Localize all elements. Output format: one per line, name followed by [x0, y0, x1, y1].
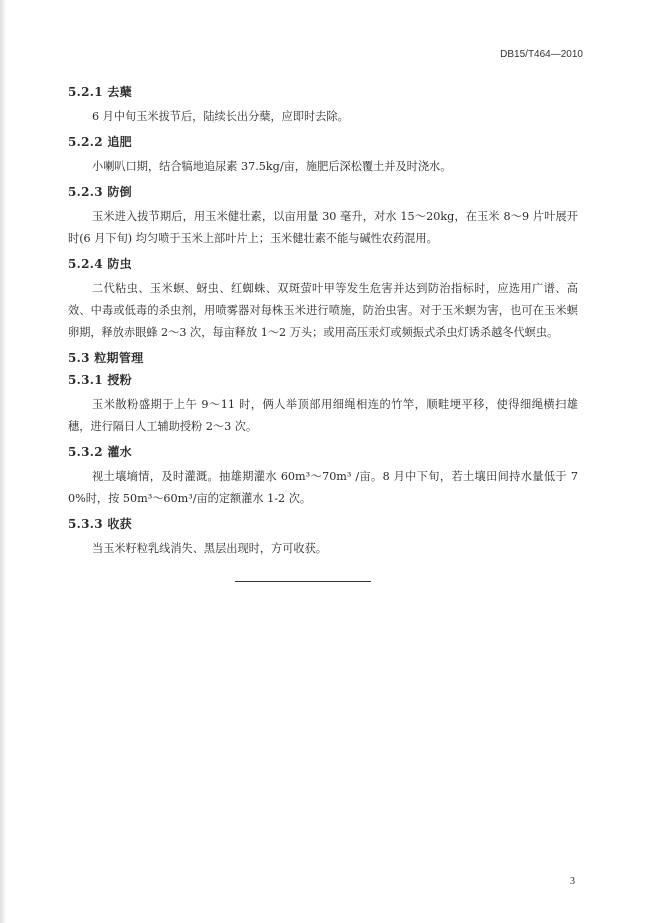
section-5-2-4 — [68, 256, 578, 344]
section-5-2-3 — [68, 184, 578, 250]
section-heading: 5.2.2 追肥 — [68, 135, 132, 149]
section-5-3-2 — [68, 444, 578, 510]
section-heading: 5.2.3 防倒 — [68, 185, 132, 199]
page-number: 3 — [570, 876, 575, 887]
section-paragraph: 视土壤墒情，及时灌溉。抽雄期灌水 60m³～70m³ /亩。8 月中下旬，若土壤田间持水量低于 70%时，按 50m³～60m³/亩的定额灌水 1-2 次。 — [68, 470, 578, 505]
section-paragraph: 玉米散粉盛期于上午 9～11 时，俩人举顶部用细绳相连的竹竿，顺畦埂平移，使得细绳横扫雄穗，进行隔日人工辅助授粉 2～3 次。 — [68, 398, 578, 433]
document-body — [68, 84, 578, 566]
section-5-3 — [68, 350, 578, 366]
section-heading: 5.3.3 收获 — [68, 517, 132, 531]
section-paragraph: 当玉米籽粒乳线消失、黑层出现时，方可收获。 — [92, 542, 327, 555]
document-code: DB15/T464—2010 — [500, 49, 583, 60]
section-5-2-2 — [68, 134, 578, 178]
section-heading: 5.3.2 灌水 — [68, 445, 132, 459]
end-rule-divider — [235, 581, 371, 582]
section-paragraph: 玉米进入拔节期后，用玉米健壮素，以亩用量 30 毫升，对水 15～20kg，在玉米 8～9 片叶展开时(6 月下旬) 均匀喷于玉米上部叶片上；玉米健壮素不能与碱性农药混用。 — [68, 210, 578, 245]
section-paragraph: 二代粘虫、玉米螟、蚜虫、红蜘蛛、双斑萤叶甲等发生危害并达到防治指标时，应选用广谱、高效、中毒或低毒的杀虫剂，用喷雾器对每株玉米进行喷施，防治虫害。对于玉米螟为害，也可在玉米螟卵期，释放赤眼蜂 2～3 次，每亩释放 1～2 万头；或用高压汞灯或频振式杀虫灯诱杀越冬代螟虫。 — [68, 282, 578, 339]
section-5-2-1 — [68, 84, 578, 128]
section-paragraph: 小喇叭口期，结合犒地追尿素 37.5kg/亩，施肥后深松覆土并及时浇水。 — [92, 160, 452, 173]
section-heading: 5.2.4 防虫 — [68, 257, 132, 271]
section-heading: 5.3.1 授粉 — [68, 373, 132, 387]
section-5-3-3 — [68, 516, 578, 560]
page-edge-shadow — [0, 0, 6, 923]
section-heading: 5.3 粒期管理 — [68, 351, 144, 365]
section-heading: 5.2.1 去蘖 — [68, 85, 132, 99]
section-5-3-1 — [68, 372, 578, 438]
section-paragraph: 6 月中旬玉米拔节后，陆续长出分蘖，应即时去除。 — [92, 110, 349, 123]
